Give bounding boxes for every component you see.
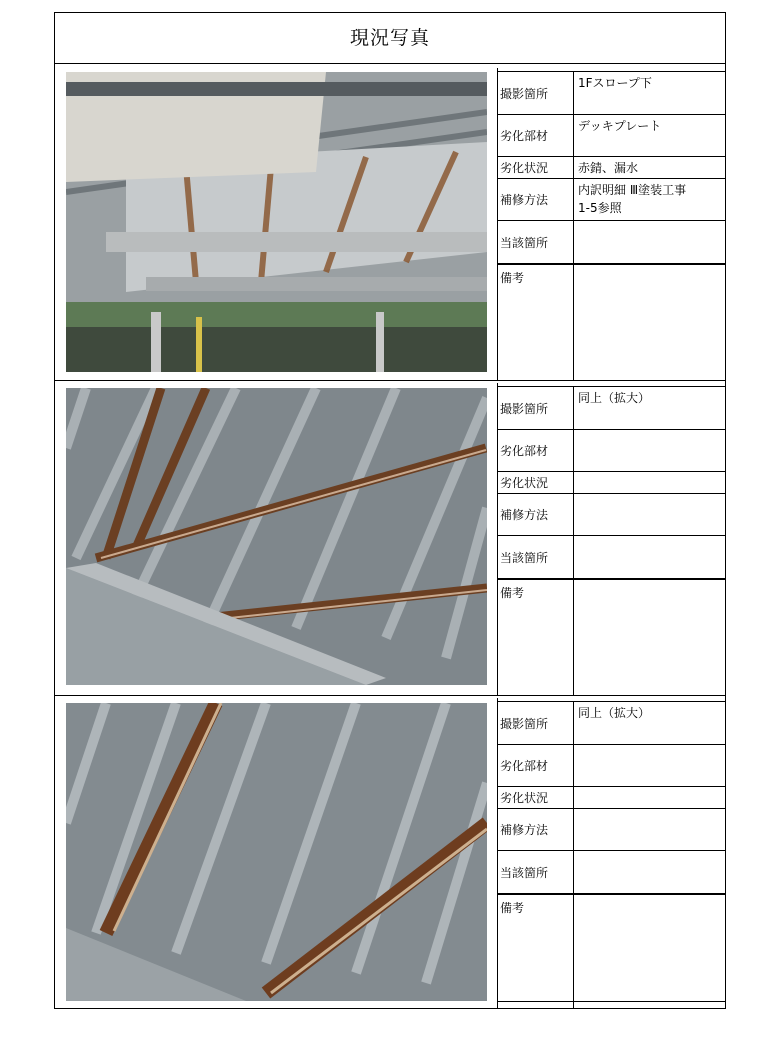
row-method [497,493,725,535]
row-applicable [497,535,725,578]
footer-spacer-label [497,1002,574,1009]
row-condition [497,786,725,808]
condition-label: 劣化状況 [497,787,574,808]
row-method [497,808,725,850]
row-footer-spacer [497,1001,725,1009]
applicable-label: 当該箇所 [497,221,574,263]
member-label: 劣化部材 [497,430,574,471]
row-remarks [497,578,725,695]
method-value: 内訳明細 Ⅲ塗装工事 1-5参照 [578,183,687,215]
location-label: 撮影箇所 [497,702,574,744]
rusted-deck-plate-closeup-photo [66,388,487,685]
page-title: 現況写真 [55,13,725,64]
rusted-deck-plate-closeup-2-photo [66,703,487,1001]
block-divider [55,695,725,696]
remarks-label: 備考 [497,580,574,695]
member-value: デッキプレート [578,119,662,133]
row-remarks [497,263,725,380]
row-location [497,386,725,429]
method-label: 補修方法 [497,494,574,535]
block-divider [55,380,725,381]
location-value: 同上（拡大） [578,391,651,405]
row-remarks [497,893,725,1001]
condition-label: 劣化状況 [497,472,574,493]
photo-entry-3 [55,698,725,1009]
row-location [497,71,725,114]
location-label: 撮影箇所 [497,387,574,429]
row-condition [497,471,725,493]
info-table-2 [497,383,725,695]
photo-entry-2 [55,383,725,695]
row-method [497,178,725,220]
photo-entry-1 [55,68,725,380]
row-applicable [497,220,725,263]
remarks-label: 備考 [497,895,574,1001]
row-condition [497,156,725,178]
applicable-label: 当該箇所 [497,851,574,893]
member-label: 劣化部材 [497,745,574,786]
row-member [497,114,725,156]
location-label: 撮影箇所 [497,72,574,114]
method-label: 補修方法 [497,179,574,220]
method-label: 補修方法 [497,809,574,850]
row-member [497,744,725,786]
row-applicable [497,850,725,893]
location-value: 同上（拡大） [578,706,651,720]
member-label: 劣化部材 [497,115,574,156]
condition-label: 劣化状況 [497,157,574,178]
info-table-3 [497,698,725,1009]
row-location [497,701,725,744]
corroded-deck-plate-under-slope-photo [66,72,487,372]
report-sheet [54,12,726,1009]
location-value: 1Fスロープ下 [578,76,652,90]
condition-value: 赤錆、漏水 [578,161,639,175]
applicable-label: 当該箇所 [497,536,574,578]
info-table-1 [497,68,725,380]
remarks-label: 備考 [497,265,574,380]
row-member [497,429,725,471]
